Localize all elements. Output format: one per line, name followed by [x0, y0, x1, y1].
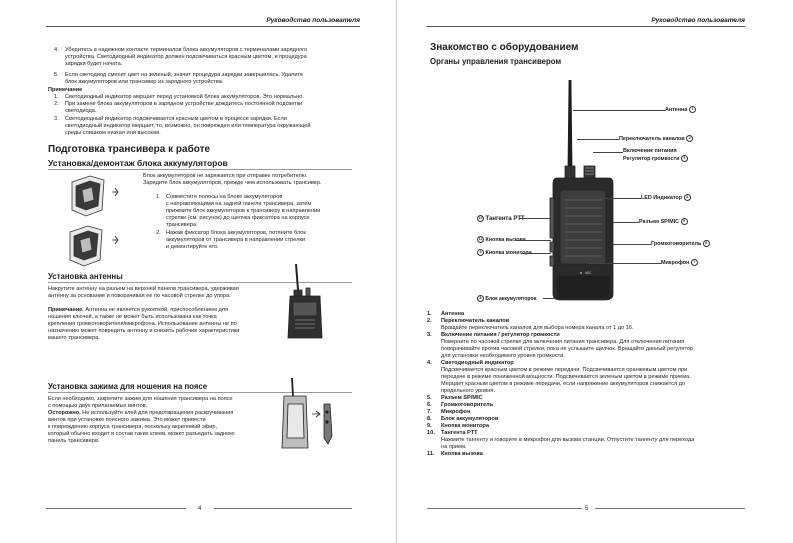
feature-description: для установки необходимого уровня громкости. [441, 353, 565, 359]
body-text: к повреждению корпуса трансивера, поскольку акриловый эфир, [48, 424, 218, 430]
list-item-text: среды слишком низкая или высокая. [65, 130, 161, 136]
list-item-text: блок аккумуляторов или трансивер из зарядного устройства. [65, 79, 224, 85]
body-text: винтов при установке поясного зажима. Это может привести [48, 417, 206, 423]
callout-label-antenna: Антенна [665, 106, 688, 113]
callout-leader [577, 139, 619, 140]
callout-number: 1 [689, 106, 696, 113]
feature-number: 9. [427, 423, 432, 429]
callout-label-ptt: Тангента PTT [485, 215, 525, 222]
callout-label-power: Включение питания [623, 148, 677, 154]
page-header: Руководство пользователя [651, 17, 745, 24]
body-text: Антенна не является рукояткой, приспособлением для [83, 307, 229, 313]
feature-number: 1. [427, 311, 432, 317]
list-item-text: трансивера. [166, 222, 198, 228]
callout-number: 3 [681, 155, 688, 162]
callout-number: 4 [684, 194, 691, 201]
body-text: Не используйте клей для предотвращения раскручивания [80, 410, 234, 416]
callout-number: 2 [686, 135, 693, 142]
feature-number: 2. [427, 318, 432, 324]
callout-label-call: Кнопка вызова [485, 236, 526, 243]
list-item-number: 1. [156, 194, 161, 200]
list-item-text: аккумуляторов от трансивера в направлении стрелки [166, 237, 306, 243]
callout-leader [597, 198, 641, 199]
feature-title: Громкоговоритель [441, 402, 494, 408]
body-text: Если необходимо, закрепите зажим для ношения трансивера на поясе [48, 396, 233, 402]
feature-description: Нажмите тангенту и говорите в микрофон для вызова станции. Отпустите тангенту для перехода [441, 437, 695, 443]
feature-number: 7. [427, 409, 432, 415]
callout-leader [613, 222, 639, 223]
list-item-text: Если светодиод сменит цвет на зеленый, значит процедура зарядки завершилась. Удалите [65, 72, 304, 78]
list-item-text: и демонтируйте его. [166, 244, 219, 250]
footer-rule [46, 508, 186, 509]
callout-leader [519, 218, 551, 219]
feature-number: 3. [427, 332, 432, 338]
subsection-title: Установка/демонтаж блока аккумуляторов [48, 158, 228, 168]
feature-description: Мерцает красным цветом в режиме передачи, если напряжение аккумуляторов снижается до [441, 381, 685, 387]
list-item-text: с направляющими на задней панели трансивера, затем [166, 201, 312, 207]
feature-description: на прием. [441, 444, 467, 450]
left-page [0, 0, 396, 543]
callout-number: 6 [703, 240, 710, 247]
feature-title: Тангента PTT [441, 430, 478, 436]
feature-number: 4. [427, 360, 432, 366]
feature-description: Вращайте переключатель каналов для выбора номера канала от 1 до 16. [441, 325, 634, 331]
subsection-title: Установка зажима для ношения на поясе [48, 382, 208, 391]
callout-number: 9 [477, 249, 484, 256]
header-rule [46, 26, 360, 27]
feature-number: 6. [427, 402, 432, 408]
callout-leader [573, 110, 665, 111]
callout-label-volume: Регулятор громкости [623, 155, 680, 162]
callout-label-spmic: Разъем SP/MIC [639, 218, 680, 225]
list-item-number: 5. [54, 72, 59, 78]
list-item-text: Светодиодный индикатор мерцает перед установкой блока аккумуляторов. Это нормально. [65, 94, 304, 100]
feature-number: 5. [427, 395, 432, 401]
page-number: 4 [198, 506, 202, 512]
right-page [397, 0, 793, 543]
list-item-text: светодиодный индикатор мерцает, то, возможно, он поврежден или температура окружающей [65, 123, 311, 129]
list-item-number: 2. [54, 101, 59, 107]
feature-title: Кнопка монитора [441, 423, 489, 429]
callout-label-led: LED Индикатор [641, 194, 682, 201]
page-subtitle: Органы управления трансивером [430, 57, 562, 66]
mic-label: MIC [585, 271, 592, 275]
note-label: Примечание. [48, 307, 84, 313]
callout-number: 10 [478, 216, 483, 220]
radio-front-illustration [547, 80, 627, 310]
belt-clip-illustration [276, 378, 346, 453]
list-item-text: устройства. Светодиодный индикатор должен подсвечиваться красным цветом, и процедура [65, 54, 307, 60]
callout-number: 8 [477, 295, 484, 302]
body-text: назначению может повредить антенну и снизить рабочие характеристики [48, 328, 240, 334]
antenna-install-illustration [280, 262, 340, 342]
battery-install-illustration [60, 170, 130, 270]
list-item-text: стрелки (см. рисунок) до щелчка фиксатора на корпусе [166, 215, 310, 221]
page-title: Знакомство с оборудованием [430, 42, 579, 53]
callout-number: 7 [691, 259, 698, 266]
page-number: 5 [585, 506, 589, 512]
body-text: который обычно входит в состав таких клеев, может разъедать заднюю [48, 431, 235, 437]
list-item-number: 1. [54, 94, 59, 100]
feature-description: передаче в режиме пониженной мощности. Подсвечивается зеленым цветом в режиме приема. [441, 374, 691, 380]
feature-description: предельного уровня. [441, 388, 495, 394]
body-text: Зарядите блок аккумуляторов, прежде чем использовать трансивер. [143, 180, 322, 186]
feature-title: Микрофон [441, 409, 471, 415]
body-text: панель трансивера. [48, 438, 100, 444]
footer-rule [214, 508, 352, 509]
feature-title: Кнопка вызова [441, 451, 483, 457]
callout-label-channel-switch: Переключатель каналов [619, 135, 685, 142]
callout-label-monitor: Кнопка монитора [485, 249, 532, 256]
feature-description: Поверните по часовой стрелке для включения питания трансивера. Для отключения питания [441, 339, 685, 345]
callout-leader [587, 263, 661, 264]
footer-rule [595, 508, 745, 509]
body-text: антенну за основание и поворачивая ее по часовой стрелке до упора. [48, 293, 231, 299]
list-item-text: прижмите блок аккумуляторов к трансиверу в направлении [166, 208, 321, 214]
callout-leader [521, 253, 551, 254]
callout-leader [593, 152, 623, 153]
note-title: Примечание [48, 87, 83, 93]
body-text: Блок аккумуляторов не заряжается при отправке потребителю. [143, 173, 308, 179]
callout-label-microphone: Микрофон [661, 259, 690, 266]
caution-label: Осторожно. [48, 410, 81, 416]
section-title: Подготовка трансивера к работе [48, 144, 211, 155]
list-item-text: Светодиодный индикатор подсвечивается красным цветом в процессе зарядки. Если [65, 116, 287, 122]
body-text: ношения ключей, а также не может быть использована как точка [48, 314, 217, 320]
feature-title: Антенна [441, 311, 465, 317]
body-text: Накрутите антенну на разъем на верхней панели трансивера, удерживая [48, 286, 239, 292]
list-item-text: Нажав фиксатор блока аккумуляторов, потяните блок [166, 230, 306, 236]
list-item-text: светодиода. [65, 108, 97, 114]
feature-title: Переключатель каналов [441, 318, 510, 324]
body-text: с помощью двух прилагаемых винтов. [48, 403, 148, 409]
list-item-text: При замене блока аккумуляторов в зарядном устройстве дождитесь постоянной подсветки [65, 101, 303, 107]
body-text: крепления громкоговорителя/микрофона. Использование антенны не по [48, 321, 237, 327]
body-text: вашего трансивера. [48, 335, 100, 341]
list-item-number: 2. [156, 230, 161, 236]
subsection-title: Установка антенны [48, 272, 123, 281]
callout-leader [611, 244, 651, 245]
list-item-text: Убедитесь в надежном контакте терминалов блока аккумуляторов с терминалами зарядного [65, 47, 308, 53]
callout-leader [543, 298, 555, 299]
callout-number: 11 [478, 237, 483, 241]
callout-label-battery: Блок аккумуляторов [485, 295, 537, 302]
list-item-text: Совместите полосы на блоке аккумуляторов [166, 194, 283, 200]
feature-description: Подсвечивается красным цветом в режиме передачи. Подсвечивается оранжевым цветом при [441, 367, 688, 373]
callout-number: 5 [681, 218, 688, 225]
feature-number: 10. [427, 430, 435, 436]
list-item-text: зарядки будет начата. [65, 61, 123, 67]
feature-title: Разъем SP/MIC [441, 395, 483, 401]
feature-title: Включение питания / регулятор громкости [441, 332, 560, 338]
feature-title: Светодиодный индикатор [441, 360, 514, 366]
header-rule [427, 26, 745, 27]
feature-description: поворачивайте против часовой стрелки, пока не услышите щелчок. Вращайте данный регулятор [441, 346, 694, 352]
callout-leader [515, 240, 551, 241]
feature-number: 8. [427, 416, 432, 422]
list-item-number: 4. [54, 47, 59, 53]
footer-rule [427, 508, 582, 509]
list-item-number: 3. [54, 116, 59, 122]
page-header: Руководство пользователя [266, 17, 360, 24]
feature-title: Блок аккумуляторов [441, 416, 499, 422]
feature-number: 11. [427, 451, 435, 457]
callout-label-speaker: Громкоговоритель [651, 240, 702, 247]
